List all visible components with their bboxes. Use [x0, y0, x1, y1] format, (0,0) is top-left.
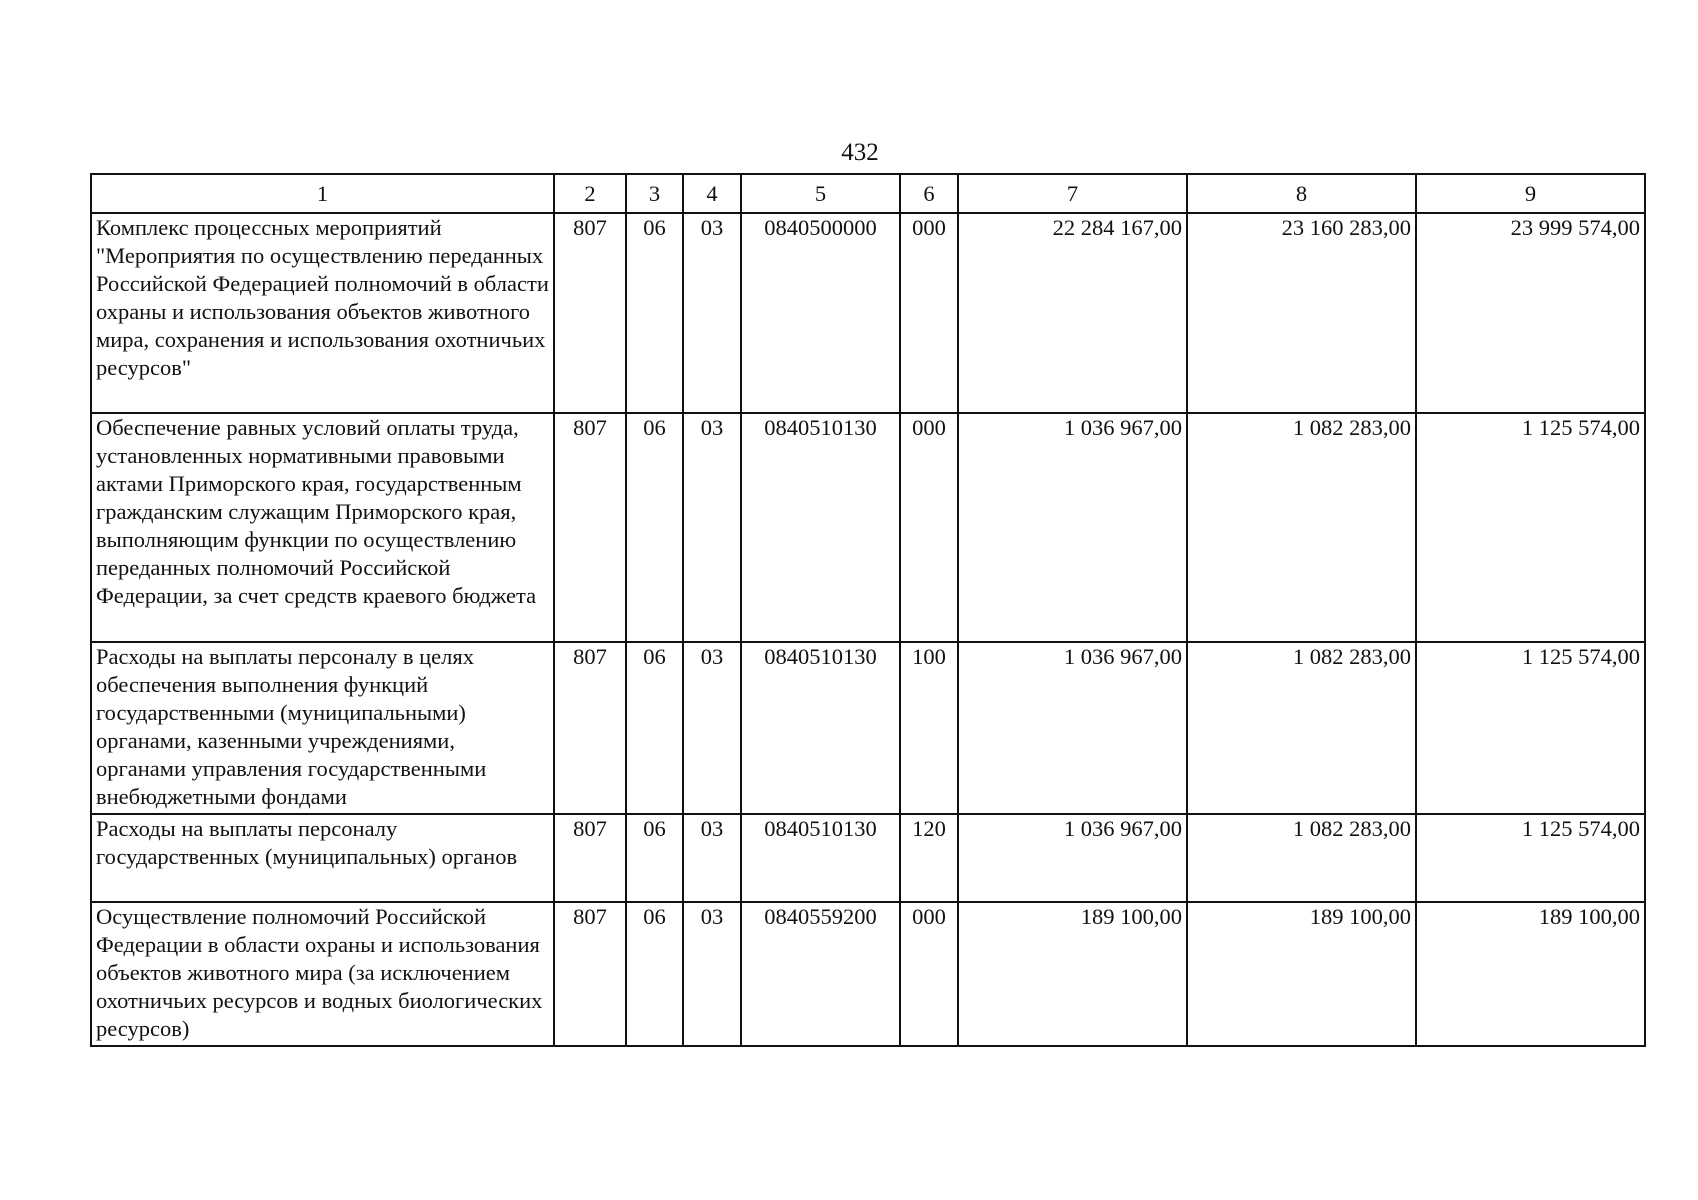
table-row [91, 413, 1645, 642]
amount-cell: 189 100,00 [958, 902, 1187, 1046]
column-header: 8 [1187, 174, 1416, 213]
code-cell: 06 [626, 642, 683, 814]
code-cell: 0840510130 [741, 413, 900, 642]
row-name: Расходы на выплаты персоналу государственных (муниципальных) органов [91, 814, 554, 902]
budget-table [90, 173, 1646, 1047]
amount-cell: 189 100,00 [1416, 902, 1645, 1046]
row-name: Обеспечение равных условий оплаты труда, установленных нормативными правовыми актами Приморского края, государственным гражданским служащим Приморского края, выполняющим функции по осуществлению переданных полномочий Российской Федерации, за счет средств краевого бюджета [91, 413, 554, 642]
code-cell: 0840510130 [741, 642, 900, 814]
code-cell: 0840510130 [741, 814, 900, 902]
code-cell: 06 [626, 413, 683, 642]
amount-cell: 23 999 574,00 [1416, 213, 1645, 413]
amount-cell: 1 036 967,00 [958, 413, 1187, 642]
column-header: 5 [741, 174, 900, 213]
code-cell: 03 [683, 902, 741, 1046]
code-cell: 03 [683, 213, 741, 413]
code-cell: 06 [626, 814, 683, 902]
code-cell: 120 [900, 814, 958, 902]
column-header: 1 [91, 174, 554, 213]
table-row [91, 814, 1645, 902]
amount-cell: 1 036 967,00 [958, 814, 1187, 902]
code-cell: 03 [683, 413, 741, 642]
column-header: 9 [1416, 174, 1645, 213]
amount-cell: 23 160 283,00 [1187, 213, 1416, 413]
amount-cell: 1 082 283,00 [1187, 413, 1416, 642]
table-row [91, 642, 1645, 814]
row-name: Осуществление полномочий Российской Федерации в области охраны и использования объектов животного мира (за исключением охотничьих ресурсов и водных биологических ресурсов) [91, 902, 554, 1046]
column-header: 3 [626, 174, 683, 213]
code-cell: 03 [683, 642, 741, 814]
row-name: Комплекс процессных мероприятий "Мероприятия по осуществлению переданных Российской Федерацией полномочий в области охраны и использования объектов животного мира, сохранения и использования охотничьих ресурсов" [91, 213, 554, 413]
column-header: 6 [900, 174, 958, 213]
amount-cell: 189 100,00 [1187, 902, 1416, 1046]
column-header: 2 [554, 174, 626, 213]
row-name: Расходы на выплаты персоналу в целях обеспечения выполнения функций государственными (муниципальными) органами, казенными учреждениями, органами управления государственными внебюджетными фондами [91, 642, 554, 814]
amount-cell: 1 082 283,00 [1187, 814, 1416, 902]
code-cell: 807 [554, 902, 626, 1046]
page-number: 432 [841, 139, 879, 166]
code-cell: 000 [900, 213, 958, 413]
code-cell: 06 [626, 902, 683, 1046]
code-cell: 06 [626, 213, 683, 413]
amount-cell: 1 125 574,00 [1416, 413, 1645, 642]
amount-cell: 1 125 574,00 [1416, 814, 1645, 902]
table-row [91, 902, 1645, 1046]
code-cell: 0840559200 [741, 902, 900, 1046]
column-header: 4 [683, 174, 741, 213]
code-cell: 03 [683, 814, 741, 902]
code-cell: 807 [554, 642, 626, 814]
code-cell: 000 [900, 413, 958, 642]
code-cell: 0840500000 [741, 213, 900, 413]
amount-cell: 1 036 967,00 [958, 642, 1187, 814]
column-header: 7 [958, 174, 1187, 213]
code-cell: 807 [554, 213, 626, 413]
code-cell: 000 [900, 902, 958, 1046]
header-row [91, 174, 1645, 213]
code-cell: 807 [554, 413, 626, 642]
amount-cell: 22 284 167,00 [958, 213, 1187, 413]
code-cell: 100 [900, 642, 958, 814]
amount-cell: 1 125 574,00 [1416, 642, 1645, 814]
amount-cell: 1 082 283,00 [1187, 642, 1416, 814]
table-row [91, 213, 1645, 413]
code-cell: 807 [554, 814, 626, 902]
